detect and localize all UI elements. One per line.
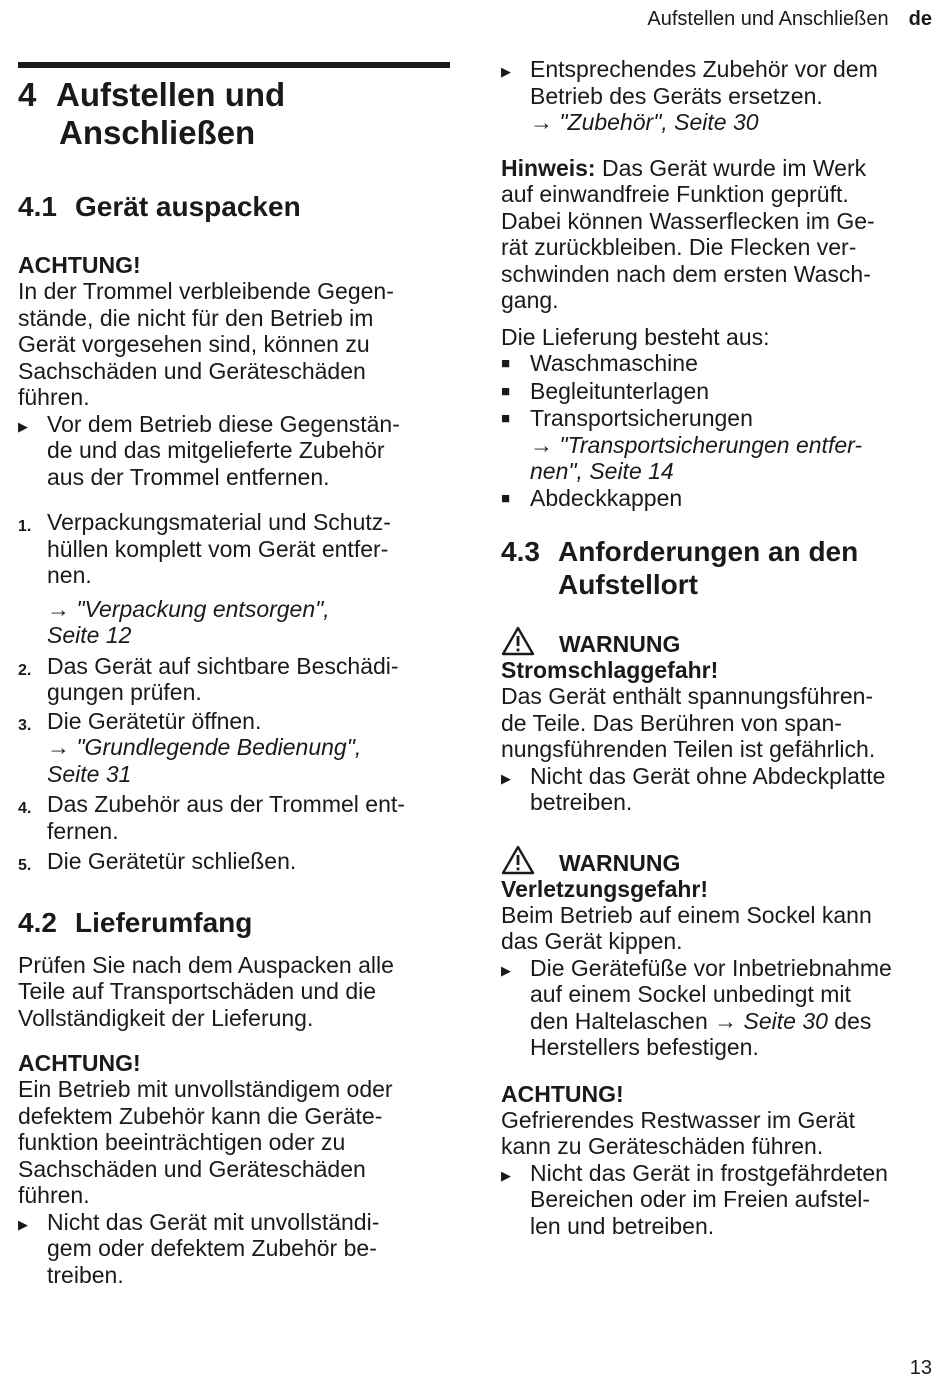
step-4: 4. Das Zubehör aus der Trommel ent- fernen. [18,791,405,844]
cross-reference: → "Verpackung entsorgen", [47,595,330,622]
section-rule [18,62,450,68]
square-bullet-icon: ■ [501,410,511,427]
cross-reference: → "Transportsicherungen entfer- [530,431,863,458]
square-bullet-icon: ■ [501,489,511,507]
page-header [647,8,932,31]
cross-reference: → "Zubehör", Seite 30 [530,109,759,135]
hint-text: Hinweis: Das Gerät wurde im Werk auf einwandfreie Funktion geprüft. Dabei können Wasserflecken im Ge- rät zurückbleiben. Die Flecken ver- schwinden nach dem ersten Wasch- gang. [501,154,875,313]
caution-text: Ein Betrieb mit unvollständigem oder defektem Zubehör kann die Geräte- funktion beeinträchtigen oder zu Sachschäden und Geräteschäden führen. [18,1076,393,1208]
warning-triangle-icon [501,845,535,875]
hint-label: Hinweis: [501,154,596,181]
language-code: de [908,8,932,30]
caution-action: ▶ Vor dem Betrieb diese Gegenstän- de und das mitgelieferte Zubehör aus der Trommel entfernen. [18,410,400,490]
list-item: ■ Begleitunterlagen [501,377,710,404]
right-column [501,56,941,1239]
section-4-3-title: 4.3 Anforderungen an den Aufstellort [501,536,859,600]
warning-heading [501,631,941,657]
square-bullet-icon: ■ [501,355,511,372]
warning-label: WARNUNG [559,849,681,876]
warning-subtitle: Verletzungsgefahr! [501,875,709,902]
step-3: 3. Die Gerätetür öffnen. → "Grundlegende Bedienung", Seite 31 [18,707,362,787]
triangle-bullet-icon: ▶ [501,64,511,79]
header-title: Aufstellen und Anschließen [647,8,889,30]
caution-text: In der Trommel verbleibende Gegen- stände, die nicht für den Betrieb im Gerät vorgesehen sind, können zu Sachschäden und Geräteschäden führen. [18,278,394,410]
warning-subtitle: Stromschlaggefahr! [501,657,719,683]
warning-text: Das Gerät enthält spannungsführen- de Teile. Das Berühren von span- nungsführenden Teilen ist gefährlich. [501,683,876,762]
caution-text: Gefrierendes Restwasser im Gerät kann zu Geräteschäden führen. [501,1106,856,1159]
warning-heading [501,850,941,876]
triangle-bullet-icon: ▶ [501,1167,511,1183]
step-5: 5. Die Gerätetür schließen. [18,848,297,874]
warning-action: ▶ Nicht das Gerät ohne Abdeckplatte betreiben. [501,762,886,815]
list-item: ■ Waschmaschine [501,350,698,376]
section-4-1-title: 4.1 Gerät auspacken [18,191,301,222]
caution-label: ACHTUNG! [501,1080,624,1107]
step-1: 1. Verpackungsmaterial und Schutz- hüllen komplett vom Gerät entfer- nen. → "Verpackung entsorgen", Seite 12 [18,509,391,648]
caution-action: ▶ Entsprechendes Zubehör vor dem Betrieb des Geräts ersetzen. → "Zubehör", Seite 30 [501,56,878,135]
cross-reference: → Seite 30 [714,1007,828,1034]
step-2: 2. Das Gerät auf sichtbare Beschädi- gungen prüfen. [18,652,399,705]
list-item: ■ Abdeckkappen [501,484,683,511]
list-item: ■ Transportsicherungen → "Transportsicherungen entfer- nen", Seite 14 [501,405,863,484]
section-4-title: 4 Aufstellen und Anschließen [18,76,286,151]
caution-label: ACHTUNG! [18,252,141,278]
warning-text: Beim Betrieb auf einem Sockel kann das Gerät kippen. [501,901,872,954]
caution-label: ACHTUNG! [18,1050,141,1076]
warning-triangle-icon [501,626,535,656]
triangle-bullet-icon: ▶ [18,1216,28,1232]
section-4-2-title: 4.2 Lieferumfang [18,906,253,938]
warning-label: WARNUNG [559,631,681,657]
delivery-intro: Die Lieferung besteht aus: [501,323,770,350]
warning-action: ▶ Die Gerätefüße vor Inbetriebnahme auf einem Sockel unbedingt mit den Haltelaschen → Seite 30 des Herstellers befestigen. [501,954,892,1060]
caution-action: ▶ Nicht das Gerät mit unvollständi- gem oder defektem Zubehör be- treiben. [18,1208,380,1288]
delivery-check-text: Prüfen Sie nach dem Auspacken alle Teile auf Transportschäden und die Vollständigkeit der Lieferung. [18,951,394,1031]
triangle-bullet-icon: ▶ [501,962,511,978]
square-bullet-icon: ■ [501,382,511,400]
caution-action: ▶ Nicht das Gerät in frostgefährdeten Bereichen oder im Freien aufstel- len und betreiben. [501,1159,888,1239]
left-column [18,62,450,1288]
page-number: 13 [909,1357,932,1379]
triangle-bullet-icon: ▶ [18,418,28,434]
triangle-bullet-icon: ▶ [501,770,511,786]
cross-reference: → "Grundlegende Bedienung", [47,734,362,760]
